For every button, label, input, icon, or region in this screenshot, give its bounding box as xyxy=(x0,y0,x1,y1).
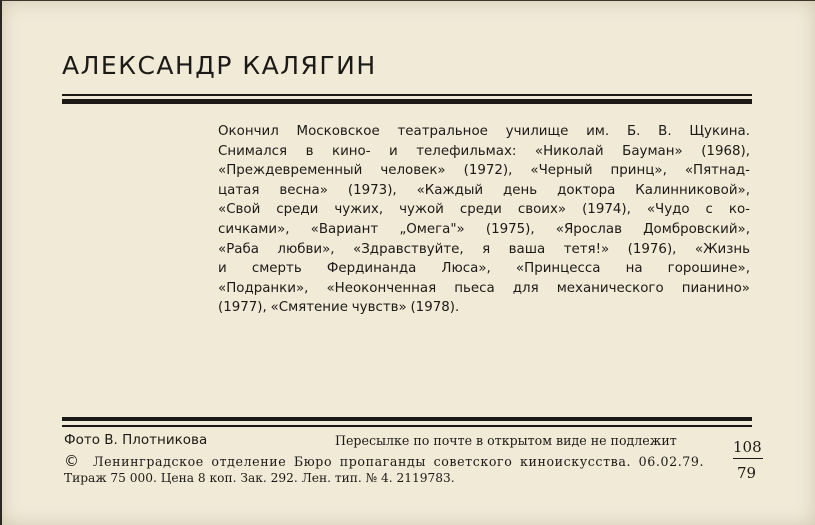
copyright-icon: © xyxy=(64,452,79,470)
actor-name-title: АЛЕКСАНДР КАЛЯГИН xyxy=(62,51,377,80)
bio-line: «Свой среди чужих, чужой среди своих» (1974), «Чудо с ко- xyxy=(218,202,750,218)
biography-text xyxy=(218,122,750,318)
postal-note: Пересылке по почте в открытом виде не подлежит xyxy=(335,433,677,448)
catalog-fraction-line xyxy=(733,458,763,459)
publisher-line xyxy=(64,452,704,470)
bottom-thin-rule xyxy=(62,425,752,427)
publisher-text: Ленинградское отделение Бюро пропаганды советского киноискусства. 06.02.79. xyxy=(93,454,705,469)
bio-line: Снимался в кино- и телефильмах: «Николай Бауман» (1968), xyxy=(218,143,750,159)
bio-line: сичками», «Вариант „Омега"» (1975), «Ярослав Домбровский», xyxy=(218,221,750,237)
bottom-thick-rule xyxy=(62,417,752,421)
bio-line: «Раба любви», «Здравствуйте, я ваша тетя!» (1976), «Жизнь xyxy=(218,241,750,257)
catalog-number-bottom: 79 xyxy=(737,464,757,482)
bio-line: Окончил Московское театральное училище им. Б. В. Щукина. xyxy=(218,124,750,139)
photo-credit: Фото В. Плотникова xyxy=(64,432,208,448)
bio-line: цатая весна» (1973), «Каждый день доктора Калинниковой», xyxy=(218,182,750,198)
print-info: Тираж 75 000. Цена 8 коп. Зак. 292. Лен. тип. № 4. 2119783. xyxy=(64,471,455,485)
bio-line: и смерть Фердинанда Люса», «Принцесса на горошине», xyxy=(218,261,750,277)
top-thin-rule xyxy=(62,94,752,96)
bio-line: (1977), «Смятение чувств» (1978). xyxy=(218,300,460,316)
top-thick-rule xyxy=(62,99,752,104)
bio-line: «Преждевременный человек» (1972), «Черный принц», «Пятнад- xyxy=(218,163,750,179)
bio-line: «Подранки», «Неоконченная пьеса для механического пианино» xyxy=(218,280,750,296)
catalog-number-top: 108 xyxy=(733,438,762,456)
